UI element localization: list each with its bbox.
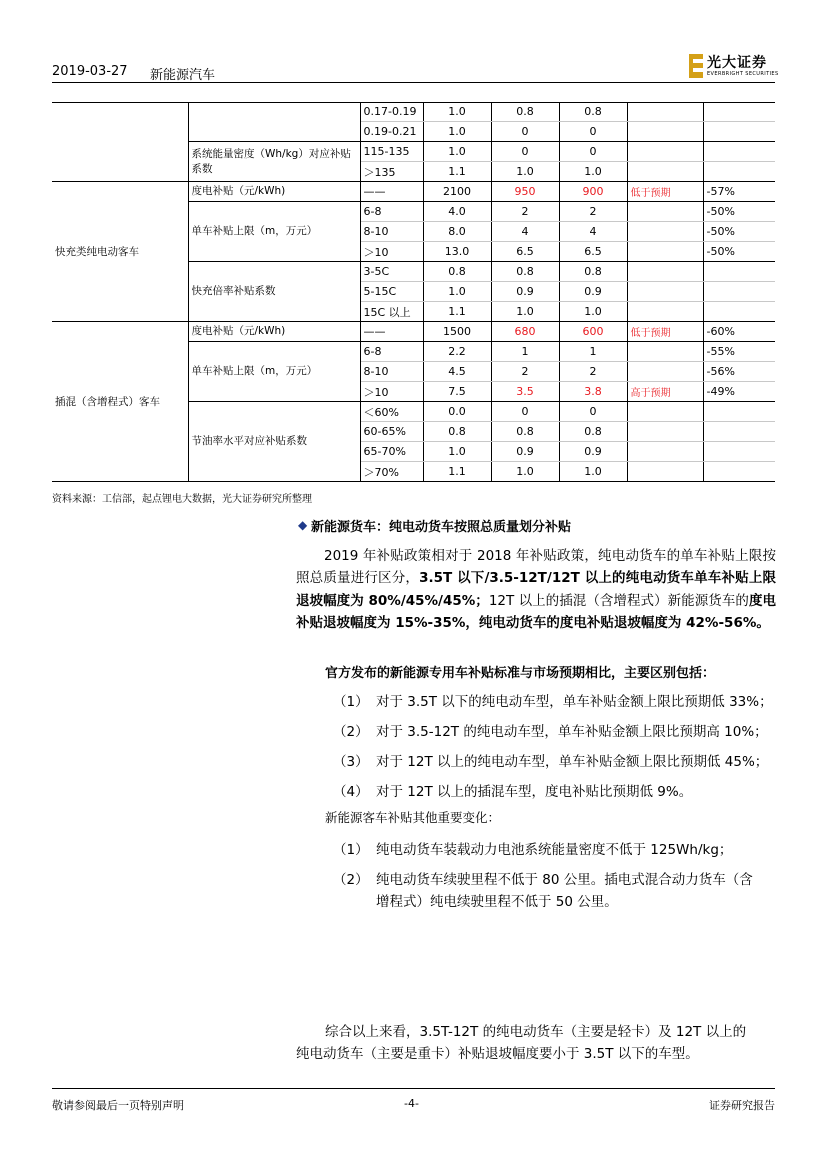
- value-expected: 0.8: [491, 422, 559, 442]
- range-cell: 0.19-0.21: [360, 122, 423, 142]
- expectation-note: [627, 302, 703, 322]
- list-number: （1）: [333, 694, 369, 710]
- footer-report-type: 证券研究报告: [709, 1099, 775, 1112]
- value-expected: 0: [491, 402, 559, 422]
- expectation-note: [627, 282, 703, 302]
- footer-disclaimer: 敬请参阅最后一页特别声明: [52, 1099, 184, 1112]
- list-item: 对于 3.5-12T 的纯电动车型，单车补贴金额上限比预期高 10%；: [376, 724, 768, 740]
- value-2018: 1.0: [423, 142, 491, 162]
- per-kwh-subsidy-label: 度电补贴（元/kWh): [188, 182, 360, 202]
- footer-divider: [52, 1088, 775, 1089]
- range-cell: ＞70%: [360, 462, 423, 482]
- value-expected: 0.9: [491, 442, 559, 462]
- differences-heading: 官方发布的新能源专用车补贴标准与市场预期相比，主要区别包括：: [325, 666, 716, 681]
- list-number: （1）: [333, 842, 369, 858]
- list-number: （4）: [333, 784, 369, 800]
- value-2019: 1.0: [559, 302, 627, 322]
- diamond-bullet-icon: ◆: [298, 518, 308, 532]
- value-2019: 0.8: [559, 422, 627, 442]
- list-item: 对于 12T 以上的插混车型，度电补贴比预期低 9%。: [376, 784, 693, 800]
- table-row: [52, 322, 775, 342]
- change-pct: [703, 162, 775, 182]
- category-phev-bus: 插混（含增程式）客车: [52, 322, 188, 482]
- value-expected: 3.5: [491, 382, 559, 402]
- change-pct: -49%: [703, 382, 775, 402]
- energy-density-label: 系统能量密度（Wh/kg）对应补贴系数: [188, 142, 360, 182]
- value-2019: 0.9: [559, 282, 627, 302]
- value-2019: 900: [559, 182, 627, 202]
- value-2019: 6.5: [559, 242, 627, 262]
- sub-item-cell-blank: [188, 102, 360, 142]
- value-2018: 1.0: [423, 442, 491, 462]
- expectation-note: 低于预期: [627, 322, 703, 342]
- range-cell: 5-15C: [360, 282, 423, 302]
- value-2019: 0.8: [559, 262, 627, 282]
- expectation-note: [627, 222, 703, 242]
- expectation-note: 低于预期: [627, 182, 703, 202]
- change-pct: [703, 302, 775, 322]
- value-expected: 680: [491, 322, 559, 342]
- range-cell: 115-135: [360, 142, 423, 162]
- header-divider: [52, 82, 775, 83]
- value-expected: 4: [491, 222, 559, 242]
- per-kwh-subsidy-label: 度电补贴（元/kWh): [188, 322, 360, 342]
- change-pct: [703, 122, 775, 142]
- para-bold-text: 度电补贴退坡幅度为 15%-35%，纯电动货车的度电补贴退坡幅度为 42%-56%。: [296, 592, 777, 632]
- change-pct: [703, 462, 775, 482]
- range-cell: 65-70%: [360, 442, 423, 462]
- list-number: （2）: [333, 872, 369, 888]
- list-number: （3）: [333, 754, 369, 770]
- value-2018: 1500: [423, 322, 491, 342]
- unit-cap-label: 单车补贴上限（m，万元）: [188, 342, 360, 402]
- change-pct: -55%: [703, 342, 775, 362]
- value-expected: 0: [491, 122, 559, 142]
- value-2018: 2100: [423, 182, 491, 202]
- value-expected: 1.0: [491, 302, 559, 322]
- expectation-note: [627, 422, 703, 442]
- value-expected: 2: [491, 362, 559, 382]
- range-cell: 15C 以上: [360, 302, 423, 322]
- fuel-saving-label: 节油率水平对应补贴系数: [188, 402, 360, 482]
- value-expected: 1.0: [491, 162, 559, 182]
- change-pct: -50%: [703, 202, 775, 222]
- value-2018: 1.0: [423, 282, 491, 302]
- value-expected: 2: [491, 202, 559, 222]
- range-cell: 6-8: [360, 342, 423, 362]
- unit-cap-label: 单车补贴上限（m，万元）: [188, 202, 360, 262]
- value-2018: 2.2: [423, 342, 491, 362]
- para-text: 12T 以上的插混（含增程式）新能源货车的: [488, 592, 749, 609]
- category-fast-charge-bus: 快充类纯电动客车: [52, 182, 188, 322]
- logo-name: 光大证券: [707, 55, 767, 71]
- change-pct: [703, 142, 775, 162]
- para-text: 2019 年补贴政策相对于 2018 年补贴政策，纯电动货车的单车补贴上限按照总质量进行区分，: [296, 548, 776, 587]
- section-heading: 新能源货车：纯电动货车按照总质量划分补贴: [311, 520, 572, 535]
- change-pct: -50%: [703, 222, 775, 242]
- range-cell: 8-10: [360, 222, 423, 242]
- expectation-note: [627, 202, 703, 222]
- list-item: 纯电动货车续驶里程不低于 80 公里。插电式混合动力货车（含: [376, 872, 753, 888]
- value-2018: 1.0: [423, 122, 491, 142]
- list-item: 对于 3.5T 以下的纯电动车型，单车补贴金额上限比预期低 33%；: [376, 694, 773, 710]
- value-2019: 1: [559, 342, 627, 362]
- subsidy-table: [52, 102, 775, 482]
- value-expected: 950: [491, 182, 559, 202]
- change-pct: -50%: [703, 242, 775, 262]
- value-expected: 0.9: [491, 282, 559, 302]
- list-item: 纯电动货车装载动力电池系统能量密度不低于 125Wh/kg；: [376, 842, 733, 858]
- range-cell: ＞10: [360, 382, 423, 402]
- report-section: 新能源汽车: [150, 68, 216, 83]
- para-bold-text: 3.5T 以下/3.5-12T/12T 以上的纯电动货车单车补贴上限退坡幅度为 80%/45%/45%；: [296, 570, 776, 609]
- value-2019: 1.0: [559, 462, 627, 482]
- expectation-note: 高于预期: [627, 382, 703, 402]
- value-2019: 4: [559, 222, 627, 242]
- expectation-note: [627, 262, 703, 282]
- change-pct: [703, 262, 775, 282]
- value-2019: 3.8: [559, 382, 627, 402]
- expectation-note: [627, 102, 703, 122]
- range-cell: ＞10: [360, 242, 423, 262]
- value-2018: 0.0: [423, 402, 491, 422]
- value-2019: 0.9: [559, 442, 627, 462]
- value-2018: 8.0: [423, 222, 491, 242]
- range-cell: 3-5C: [360, 262, 423, 282]
- value-2019: 600: [559, 322, 627, 342]
- value-2018: 7.5: [423, 382, 491, 402]
- value-expected: 1: [491, 342, 559, 362]
- change-pct: -56%: [703, 362, 775, 382]
- logo-english-name: EVERBRIGHT SECURITIES: [707, 71, 779, 77]
- expectation-note: [627, 442, 703, 462]
- expectation-note: [627, 402, 703, 422]
- range-cell: ——: [360, 182, 423, 202]
- value-2019: 2: [559, 362, 627, 382]
- expectation-note: [627, 122, 703, 142]
- range-cell: ＜60%: [360, 402, 423, 422]
- change-pct: -57%: [703, 182, 775, 202]
- change-pct: [703, 402, 775, 422]
- table-row: [52, 182, 775, 202]
- value-expected: 0.8: [491, 262, 559, 282]
- expectation-note: [627, 142, 703, 162]
- list-number: （2）: [333, 724, 369, 740]
- change-pct: [703, 442, 775, 462]
- other-changes-heading: 新能源客车补贴其他重要变化：: [325, 810, 501, 825]
- value-expected: 0.8: [491, 102, 559, 122]
- expectation-note: [627, 462, 703, 482]
- value-2018: 0.8: [423, 422, 491, 442]
- paragraph-intro: [296, 545, 776, 635]
- charge-rate-label: 快充倍率补贴系数: [188, 262, 360, 322]
- value-2019: 1.0: [559, 162, 627, 182]
- value-2019: 0: [559, 122, 627, 142]
- range-cell: 60-65%: [360, 422, 423, 442]
- value-2019: 0: [559, 402, 627, 422]
- change-pct: [703, 282, 775, 302]
- list-item: 对于 12T 以上的纯电动车型，单车补贴金额上限比预期低 45%；: [376, 754, 769, 770]
- value-2018: 1.1: [423, 302, 491, 322]
- value-expected: 0: [491, 142, 559, 162]
- category-cell-blank: [52, 102, 188, 182]
- change-pct: [703, 102, 775, 122]
- range-cell: ——: [360, 322, 423, 342]
- range-cell: 0.17-0.19: [360, 102, 423, 122]
- range-cell: 8-10: [360, 362, 423, 382]
- list-item-continued: 增程式）纯电续驶里程不低于 50 公里。: [376, 894, 618, 910]
- expectation-note: [627, 162, 703, 182]
- value-expected: 6.5: [491, 242, 559, 262]
- expectation-note: [627, 242, 703, 262]
- logo-mark-icon: [689, 54, 703, 78]
- value-2018: 4.0: [423, 202, 491, 222]
- value-2019: 0: [559, 142, 627, 162]
- range-cell: 6-8: [360, 202, 423, 222]
- change-pct: [703, 422, 775, 442]
- value-2018: 0.8: [423, 262, 491, 282]
- change-pct: -60%: [703, 322, 775, 342]
- summary-line-1: 综合以上来看，3.5T-12T 的纯电动货车（主要是轻卡）及 12T 以上的: [325, 1024, 747, 1040]
- value-expected: 1.0: [491, 462, 559, 482]
- table-row: [52, 102, 775, 122]
- value-2019: 2: [559, 202, 627, 222]
- expectation-note: [627, 342, 703, 362]
- range-cell: ＞135: [360, 162, 423, 182]
- value-2018: 13.0: [423, 242, 491, 262]
- value-2018: 1.0: [423, 102, 491, 122]
- value-2018: 4.5: [423, 362, 491, 382]
- value-2018: 1.1: [423, 162, 491, 182]
- value-2019: 0.8: [559, 102, 627, 122]
- company-logo: [689, 52, 779, 80]
- value-2018: 1.1: [423, 462, 491, 482]
- report-date: 2019-03-27: [52, 64, 128, 79]
- summary-line-2: 纯电动货车（主要是重卡）补贴退坡幅度要小于 3.5T 以下的车型。: [296, 1046, 699, 1062]
- table-source-note: 资料来源：工信部，起点锂电大数据，光大证券研究所整理: [52, 494, 312, 505]
- expectation-note: [627, 362, 703, 382]
- page-number: -4-: [404, 1097, 419, 1110]
